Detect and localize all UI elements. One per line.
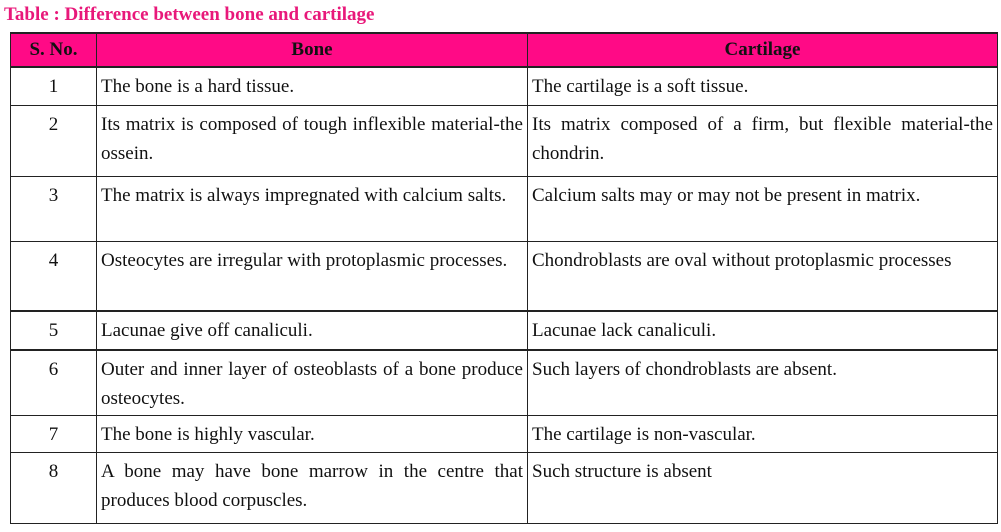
cell-sno: 3 <box>11 177 97 242</box>
cell-bone: Outer and inner layer of osteoblasts of a bone produce osteocytes. <box>97 350 528 416</box>
cell-cartilage: The cartilage is a soft tissue. <box>528 67 998 106</box>
table-row <box>11 106 998 177</box>
cell-sno: 2 <box>11 106 97 177</box>
table-header <box>11 33 998 67</box>
cell-bone: Lacunae give off canaliculi. <box>97 311 528 350</box>
cell-sno: 1 <box>11 67 97 106</box>
table-row <box>11 67 998 106</box>
cell-bone: The bone is a hard tissue. <box>97 67 528 106</box>
table-row <box>11 311 998 350</box>
cell-bone: Osteocytes are irregular with protoplasmic processes. <box>97 242 528 312</box>
cell-cartilage: Chondroblasts are oval without protoplasmic processes <box>528 242 998 312</box>
cell-cartilage: The cartilage is non-vascular. <box>528 416 998 453</box>
header-bone: Bone <box>97 33 528 67</box>
table-row <box>11 416 998 453</box>
table-body <box>11 67 998 524</box>
cell-sno: 4 <box>11 242 97 312</box>
cell-cartilage: Lacunae lack canaliculi. <box>528 311 998 350</box>
cell-cartilage: Its matrix composed of a firm, but flexible material-the chondrin. <box>528 106 998 177</box>
table-row <box>11 242 998 312</box>
table-row <box>11 177 998 242</box>
bone-cartilage-table <box>10 32 998 524</box>
cell-bone: The bone is highly vascular. <box>97 416 528 453</box>
header-cartilage: Cartilage <box>528 33 998 67</box>
table-caption: Table : Difference between bone and cartilage <box>4 4 375 25</box>
cell-bone: Its matrix is composed of tough inflexible material-the ossein. <box>97 106 528 177</box>
table-row <box>11 350 998 416</box>
cell-sno: 7 <box>11 416 97 453</box>
cell-sno: 6 <box>11 350 97 416</box>
cell-cartilage: Calcium salts may or may not be present in matrix. <box>528 177 998 242</box>
cell-cartilage: Such layers of chondroblasts are absent. <box>528 350 998 416</box>
cell-bone: The matrix is always impregnated with calcium salts. <box>97 177 528 242</box>
cell-bone: A bone may have bone marrow in the centre that produces blood corpuscles. <box>97 453 528 524</box>
cell-sno: 5 <box>11 311 97 350</box>
cell-cartilage: Such structure is absent <box>528 453 998 524</box>
header-row <box>11 33 998 67</box>
table-row <box>11 453 998 524</box>
cell-sno: 8 <box>11 453 97 524</box>
header-sno: S. No. <box>11 33 97 67</box>
